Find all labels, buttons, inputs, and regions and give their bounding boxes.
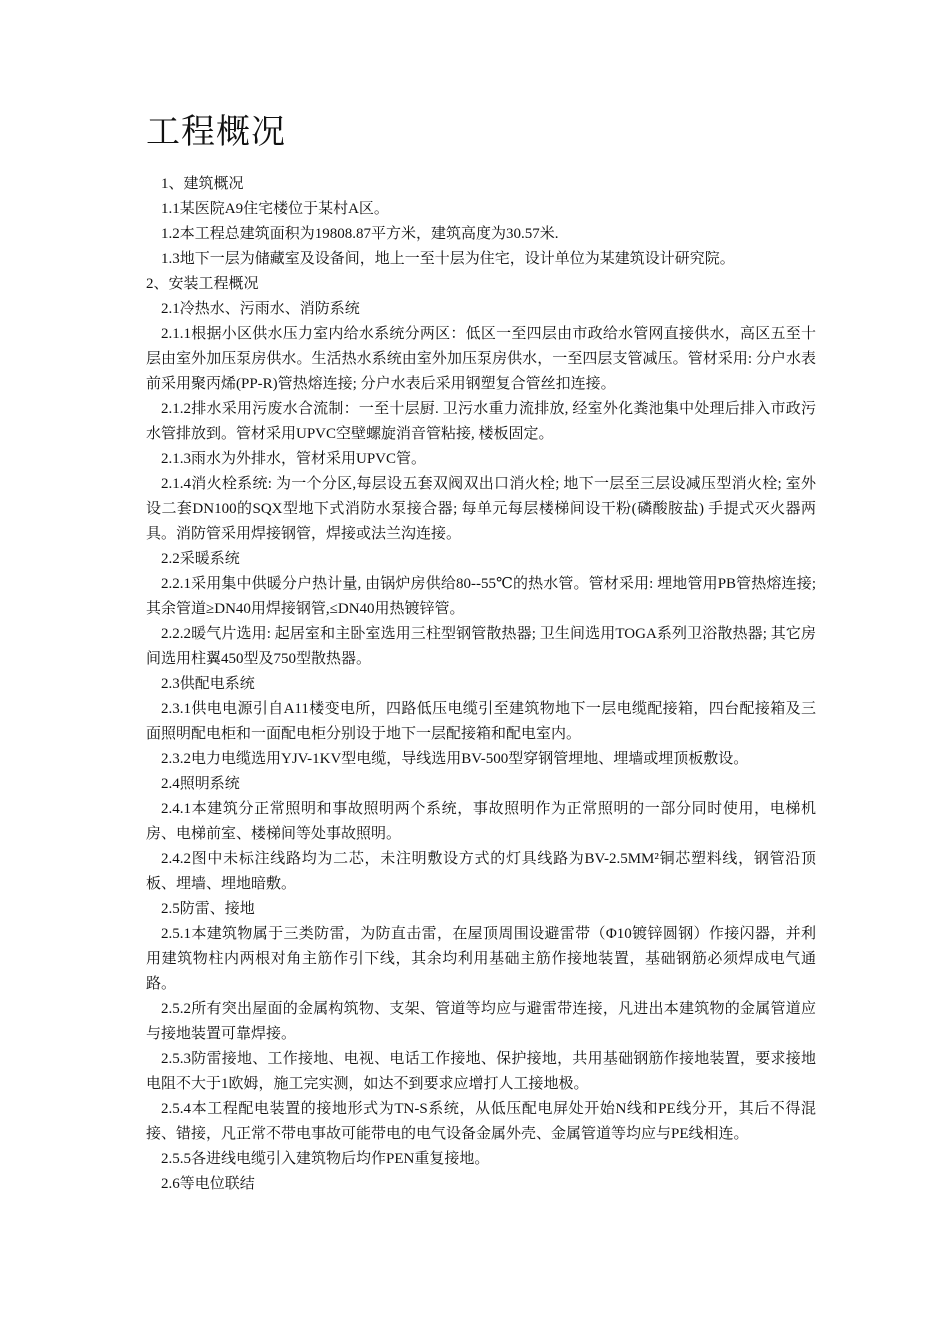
paragraph: 2.2采暖系统	[161, 551, 240, 567]
paragraph: 2.4.2图中未标注线路均为二芯，未注明敷设方式的灯具线路为BV-2.5MM²铜芯塑料线，钢管沿顶板、埋墙、埋地暗敷。	[146, 851, 816, 892]
paragraph: 1.3地下一层为储藏室及设备间，地上一至十层为住宅，设计单位为某建筑设计研究院。	[161, 251, 735, 267]
paragraph: 2.5.3防雷接地、工作接地、电视、电话工作接地、保护接地，共用基础钢筋作接地装置，要求接地电阻不大于1欧姆，施工完实测，如达不到要求应增打人工接地极。	[146, 1051, 816, 1092]
paragraph: 2.3.2电力电缆选用YJV-1KV型电缆，导线选用BV-500型穿钢管埋地、埋墙或埋顶板敷设。	[161, 751, 749, 767]
paragraph: 2.5.2所有突出屋面的金属构筑物、支架、管道等均应与避雷带连接，凡进出本建筑物的金属管道应与接地装置可靠焊接。	[146, 1001, 816, 1042]
paragraph: 2.5防雷、接地	[161, 901, 255, 917]
paragraph: 2.4照明系统	[161, 776, 240, 792]
paragraph: 2.5.1本建筑物属于三类防雷，为防直击雷，在屋顶周围设避雷带（Φ10镀锌圆钢）作接闪器，并利用建筑物柱内两根对角主筋作引下线，其余均利用基础主筋作接地装置，基础钢筋必须焊成电气通路。	[146, 926, 816, 992]
paragraph: 2.1.2排水采用污废水合流制：一至十层厨. 卫污水重力流排放, 经室外化粪池集中处理后排入市政污水管排放到。管材采用UPVC空壁螺旋消音管粘接, 楼板固定。	[146, 401, 816, 442]
paragraph: 2.1.4消火栓系统: 为一个分区,每层设五套双阀双出口消火栓; 地下一层至三层设减压型消火栓; 室外设二套DN100的SQX型地下式消防水泵接合器; 每单元每层楼梯间设干粉(磷酸胺盐) 手提式灭火器两具。消防管采用焊接钢管，焊接或法兰沟连接。	[146, 476, 816, 542]
paragraph: 2.1冷热水、污雨水、消防系统	[161, 301, 360, 317]
paragraph: 2.6等电位联结	[161, 1176, 255, 1192]
paragraph: 2.5.4本工程配电装置的接地形式为TN-S系统，从低压配电屏处开始N线和PE线分开，其后不得混接、错接，凡正常不带电事故可能带电的电气设备金属外壳、金属管道等均应与PE线相连。	[146, 1101, 816, 1142]
paragraph: 2.2.1采用集中供暖分户热计量, 由锅炉房供给80--55℃的热水管。管材采用: 埋地管用PB管热熔连接; 其余管道≥DN40用焊接钢管,≤DN40用热镀锌管。	[146, 576, 820, 617]
paragraph: 2.5.5各进线电缆引入建筑物后均作PEN重复接地。	[161, 1151, 490, 1167]
document-title: 工程概况	[146, 112, 286, 152]
paragraph: 2、安装工程概况	[146, 276, 259, 292]
paragraph: 2.1.3雨水为外排水，管材采用UPVC管。	[161, 451, 427, 467]
paragraph: 1.2本工程总建筑面积为19808.87平方米，建筑高度为30.57米.	[161, 226, 559, 242]
paragraph: 1.1某医院A9住宅楼位于某村A区。	[161, 201, 389, 217]
paragraph: 1、建筑概况	[161, 176, 244, 192]
paragraph: 2.1.1根据小区供水压力室内给水系统分两区：低区一至四层由市政给水管网直接供水，高区五至十层由室外加压泵房供水。生活热水系统由室外加压泵房供水，一至四层支管减压。管材采用: 分户水表前采用聚丙烯(PP-R)管热熔连接; 分户水表后采用钢塑复合管丝扣连接。	[146, 326, 816, 392]
document-body	[146, 172, 820, 1197]
paragraph: 2.4.1本建筑分正常照明和事故照明两个系统，事故照明作为正常照明的一部分同时使用，电梯机房、电梯前室、楼梯间等处事故照明。	[146, 801, 816, 842]
paragraph: 2.3供配电系统	[161, 676, 255, 692]
paragraph: 2.3.1供电电源引自A11楼变电所，四路低压电缆引至建筑物地下一层电缆配接箱，四台配接箱及三面照明配电柜和一面配电柜分别设于地下一层配接箱和配电室内。	[146, 701, 816, 742]
paragraph: 2.2.2暖气片选用: 起居室和主卧室选用三柱型钢管散热器; 卫生间选用TOGA系列卫浴散热器; 其它房间选用柱翼450型及750型散热器。	[146, 626, 816, 667]
